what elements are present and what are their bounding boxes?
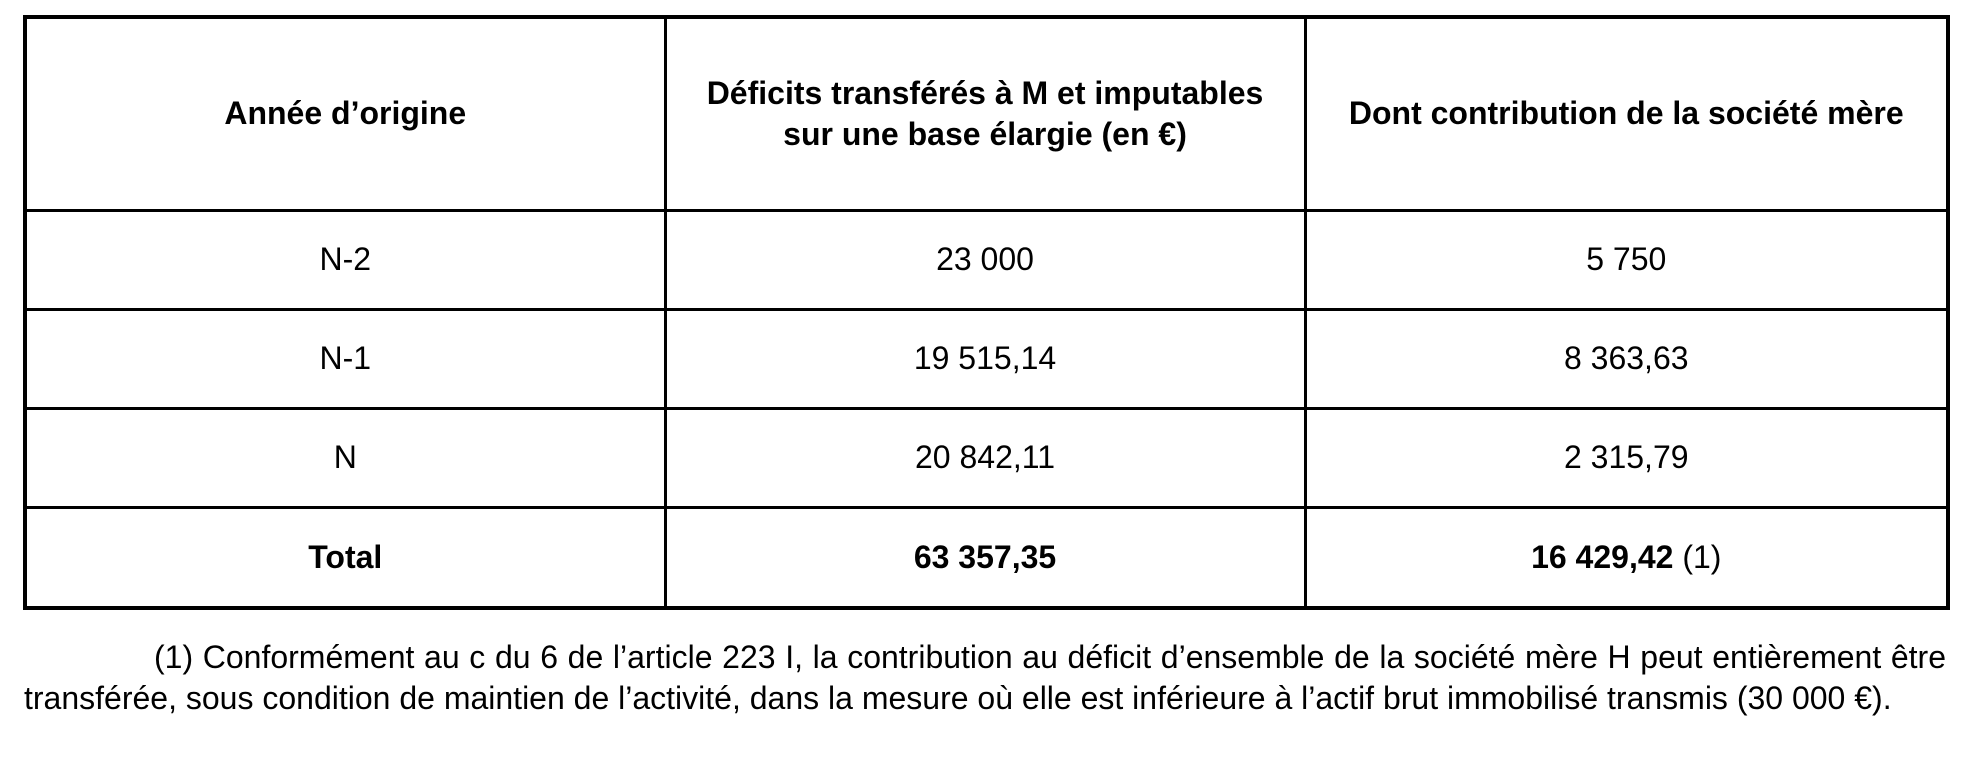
deficits-table bbox=[23, 15, 1950, 610]
cell-year: N bbox=[25, 408, 665, 507]
cell-deficits: 23 000 bbox=[665, 210, 1305, 309]
table-row bbox=[25, 309, 1948, 408]
header-annee-origine: Année d’origine bbox=[25, 17, 665, 210]
cell-deficits: 20 842,11 bbox=[665, 408, 1305, 507]
footnote-ref: (1) bbox=[1673, 538, 1722, 575]
total-label: Total bbox=[25, 507, 665, 608]
total-contribution: 16 429,42 bbox=[1531, 538, 1674, 575]
cell-deficits: 19 515,14 bbox=[665, 309, 1305, 408]
footnote: (1) Conformément au c du 6 de l’article 223 I, la contribution au déficit d’ensemble de la société mère H peut entièrement être transférée, sous condition de maintien de l’activité, dans la mesure où elle est inférieure à l’actif brut immobilisé transmis (30 000 €). bbox=[24, 639, 1946, 716]
total-row bbox=[25, 507, 1948, 608]
cell-contribution: 8 363,63 bbox=[1305, 309, 1948, 408]
table-row bbox=[25, 210, 1948, 309]
table-row bbox=[25, 408, 1948, 507]
header-deficits-transferes: Déficits transférés à M et imputables sur une base élargie (en €) bbox=[665, 17, 1305, 210]
cell-year: N-2 bbox=[25, 210, 665, 309]
total-contribution-cell bbox=[1305, 507, 1948, 608]
table-header-row bbox=[25, 17, 1948, 210]
total-deficits: 63 357,35 bbox=[665, 507, 1305, 608]
cell-contribution: 5 750 bbox=[1305, 210, 1948, 309]
cell-year: N-1 bbox=[25, 309, 665, 408]
cell-contribution: 2 315,79 bbox=[1305, 408, 1948, 507]
header-contribution-societe-mere: Dont contribution de la société mère bbox=[1305, 17, 1948, 210]
